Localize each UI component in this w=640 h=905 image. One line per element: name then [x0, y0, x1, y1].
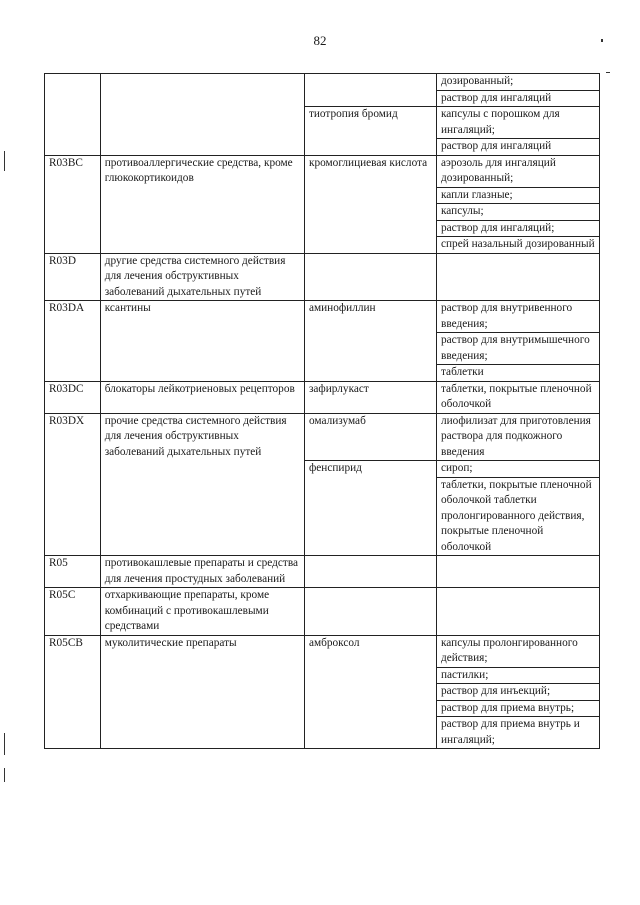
pharmacological-group-cell: прочие средства системного действия для лечения обструктивных заболеваний дыхательных путей	[100, 413, 304, 556]
pharmacological-group-cell: противокашлевые препараты и средства для лечения простудных заболеваний	[100, 556, 304, 588]
dosage-form: сироп;	[437, 461, 599, 478]
pharmacological-group-cell	[100, 74, 304, 156]
drug-name-cell	[304, 253, 436, 301]
table-row	[45, 588, 600, 636]
table-row	[45, 635, 600, 749]
atc-code-cell: R03BC	[45, 155, 101, 253]
pharmacological-group-cell: муколитические препараты	[100, 635, 304, 749]
pharmacological-group-cell: блокаторы лейкотриеновых рецепторов	[100, 381, 304, 413]
medicines-table	[44, 73, 600, 749]
atc-code-cell: R03DC	[45, 381, 101, 413]
atc-code-cell: R03D	[45, 253, 101, 301]
drug-name-cell	[304, 588, 436, 636]
dosage-forms-cell	[436, 413, 599, 461]
dosage-forms-cell	[436, 588, 599, 636]
drug-name-cell: кромоглициевая кислота	[304, 155, 436, 253]
dosage-forms-cell	[436, 301, 599, 382]
pharmacological-group-cell: ксантины	[100, 301, 304, 382]
atc-code-cell: R03DX	[45, 413, 101, 556]
dosage-form: аэрозоль для ингаляций дозированный;	[437, 156, 599, 188]
dosage-form: раствор для приема внутрь и ингаляций;	[440, 718, 580, 746]
dosage-form: лиофилизат для приготовления раствора для подкожного введения	[440, 414, 591, 458]
drug-name-cell	[304, 74, 436, 107]
scan-speck	[4, 733, 5, 755]
table-row	[45, 556, 600, 588]
dosage-form: капли глазные;	[437, 188, 599, 205]
drug-name-cell: аминофиллин	[304, 301, 436, 382]
dosage-form: капсулы пролонгированного действия;	[437, 636, 599, 668]
dosage-forms-cell	[436, 635, 599, 749]
table-row	[45, 301, 600, 382]
dosage-form: раствор для внутривенного введения;	[437, 301, 599, 333]
table-row	[45, 381, 600, 413]
scan-speck	[4, 151, 5, 171]
dosage-form: таблетки, покрытые пленочной оболочкой таблетки пролонгированного действия, покрытые пленочной оболочкой	[440, 478, 592, 553]
dosage-form: капсулы с порошком для ингаляций;	[437, 107, 599, 139]
dosage-form: капсулы;	[437, 204, 599, 221]
table-row	[45, 155, 600, 253]
dosage-forms-cell	[436, 381, 599, 413]
dosage-form: раствор для инъекций;	[437, 684, 599, 701]
dosage-form: раствор для ингаляций;	[437, 221, 599, 238]
drug-name-cell: зафирлукаст	[304, 381, 436, 413]
drug-name-cell	[304, 556, 436, 588]
dosage-forms-cell	[436, 253, 599, 301]
drug-name-cell: амброксол	[304, 635, 436, 749]
pharmacological-group-cell: другие средства системного действия для лечения обструктивных заболеваний дыхательных путей	[100, 253, 304, 301]
dosage-form: дозированный;	[437, 74, 599, 91]
drug-name-cell: тиотропия бромид	[304, 107, 436, 156]
pharmacological-group-cell: противоаллергические средства, кроме глюкокортикоидов	[100, 155, 304, 253]
scan-speck	[601, 39, 603, 42]
drug-name-cell: фенспирид	[304, 461, 436, 556]
dosage-form: спрей назальный дозированный	[440, 238, 595, 250]
dosage-form: таблетки	[440, 366, 484, 378]
scan-speck	[606, 72, 610, 73]
table-row	[45, 253, 600, 301]
scan-speck	[4, 768, 5, 782]
dosage-form: раствор для внутримышечного введения;	[437, 333, 599, 365]
atc-code-cell: R05	[45, 556, 101, 588]
drug-name-cell: омализумаб	[304, 413, 436, 461]
atc-code-cell	[45, 74, 101, 156]
dosage-form: пастилки;	[437, 668, 599, 685]
dosage-form: раствор для ингаляций	[440, 91, 552, 104]
atc-code-cell: R05C	[45, 588, 101, 636]
dosage-form: раствор для приема внутрь;	[437, 701, 599, 718]
atc-code-cell: R05CB	[45, 635, 101, 749]
atc-code-cell: R03DA	[45, 301, 101, 382]
dosage-form: раствор для ингаляций	[440, 140, 552, 152]
table-row	[45, 413, 600, 461]
dosage-form	[437, 556, 599, 572]
page-number: 82	[313, 33, 327, 48]
dosage-form: таблетки, покрытые пленочной оболочкой	[440, 382, 592, 410]
dosage-forms-cell	[436, 155, 599, 253]
table-row	[45, 74, 600, 107]
dosage-forms-cell	[436, 461, 599, 556]
dosage-form	[437, 588, 599, 604]
pharmacological-group-cell: отхаркивающие препараты, кроме комбинаций с противокашлевыми средствами	[100, 588, 304, 636]
dosage-forms-cell	[436, 107, 599, 156]
dosage-forms-cell	[436, 556, 599, 588]
table-body	[45, 74, 600, 749]
dosage-forms-cell	[436, 74, 599, 107]
dosage-form	[437, 254, 599, 270]
